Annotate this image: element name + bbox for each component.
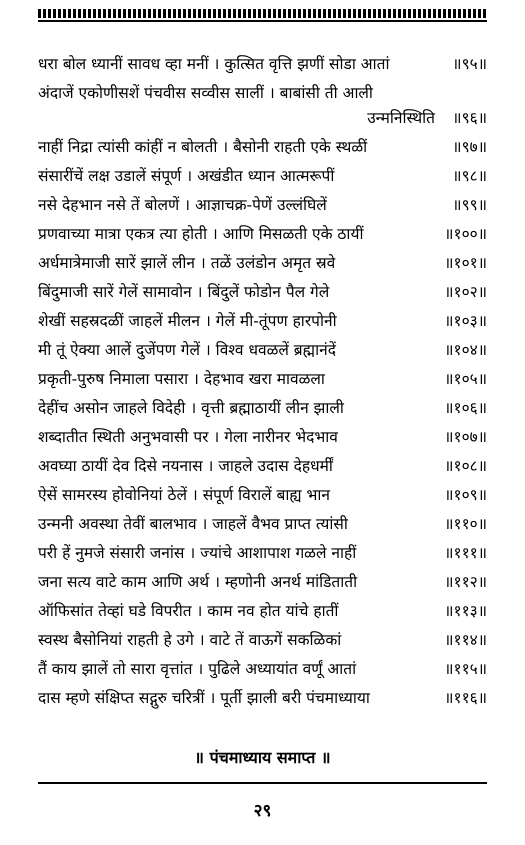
verse-number: ॥११४॥ [444, 631, 487, 649]
verse-text: शेखीं सहस्रदळीं जाहलें मीलन । गेलें मी-तूंपण हारपोनी [38, 312, 337, 330]
verse-number: ॥१०३॥ [444, 312, 487, 330]
verse-line [38, 655, 487, 684]
verse-list [38, 50, 487, 713]
verse-number: ॥११०॥ [444, 515, 487, 533]
verse-line [38, 597, 487, 626]
verse-number: ॥११२॥ [444, 573, 487, 591]
verse-line [38, 307, 487, 336]
verse-line [38, 452, 487, 481]
top-rule [38, 20, 487, 22]
verse-line [38, 423, 487, 452]
verse-text: बिंदुमाजी सारें गेलें सामावोन । बिंदुलें फोडोन पैल गेले [38, 283, 330, 301]
chapter-end-line: ॥ पंचमाध्याय समाप्त ॥ [194, 748, 331, 767]
verse-text: स्वस्थ बैसोनियां राहती हे उगे । वाटे तें वाऊगें सकळिकां [38, 631, 342, 649]
verse-text: अंदाजें एकोणीसशें पंचवीस सव्वीस सालीं । बाबांसी ती आली [38, 84, 373, 102]
verse-line [38, 249, 487, 278]
verse-text: ऐसें सामरस्य होवोनियां ठेलें । संपूर्ण विरालें बाह्य भान [38, 486, 331, 504]
verse-number: ॥१०८॥ [444, 457, 487, 475]
verse-line [38, 133, 487, 162]
verse-line [38, 191, 487, 220]
verse-line [38, 365, 487, 394]
verse-text: अवघ्या ठायीं देव दिसे नयनास । जाहले उदास देहधर्मीं [38, 457, 333, 475]
verse-number: ॥९६॥ [452, 109, 487, 127]
verse-line [38, 162, 487, 191]
top-decorative-border [38, 9, 487, 18]
verse-line [38, 510, 487, 539]
verse-text: शब्दातीत स्थिती अनुभवासी पर । गेला नारीनर भेदभाव [38, 428, 338, 446]
verse-line [38, 684, 487, 713]
verse-line [38, 220, 487, 249]
verse-text: नसे देहभान नसे तें बोलणें । आज्ञाचक्र-पेणें उल्लंघिलें [38, 196, 327, 214]
verse-text: परी हें नुमजे संसारी जनांस । ज्यांचे आशापाश गळले नाहीं [38, 544, 357, 562]
verse-line [38, 79, 487, 133]
verse-line [38, 568, 487, 597]
verse-number: ॥१०५॥ [444, 370, 487, 388]
verse-continuation: उन्मनिस्थिति [367, 109, 435, 127]
verse-number: ॥९७॥ [452, 138, 487, 156]
verse-number: ॥१००॥ [444, 225, 487, 243]
verse-text: तैं काय झालें तो सारा वृत्तांत । पुढिले अध्यायांत वर्णूं आतां [38, 660, 357, 678]
bottom-rule [38, 782, 487, 784]
verse-text: प्रणवाच्या मात्रा एकत्र त्या होती । आणि मिसळती एके ठायीं [38, 225, 364, 243]
verse-number: ॥१११॥ [444, 544, 487, 562]
verse-number: ॥१०२॥ [444, 283, 487, 301]
verse-number: ॥११६॥ [444, 689, 487, 707]
verse-line [38, 394, 487, 423]
verse-line [38, 278, 487, 307]
verse-text: प्रकृती-पुरुष निमाला पसारा । देहभाव खरा मावळला [38, 370, 325, 388]
verse-line [38, 539, 487, 568]
verse-line [38, 481, 487, 510]
verse-text: ऑफिसांत तेव्हां घडे विपरीत । काम नव होत यांचे हातीं [38, 602, 339, 620]
verse-number: ॥११३॥ [444, 602, 487, 620]
verse-number: ॥११५॥ [444, 660, 487, 678]
verse-number: ॥१०७॥ [444, 428, 487, 446]
verse-number: ॥९८॥ [452, 167, 487, 185]
page-number: २९ [253, 801, 272, 821]
verse-text: उन्मनी अवस्था तेवीं बालभाव । जाहलें वैभव प्राप्त त्यांसी [38, 515, 348, 533]
verse-number: ॥९९॥ [452, 196, 487, 214]
verse-number: ॥९५॥ [452, 55, 487, 73]
verse-text: धरा बोल ध्यानीं सावध व्हा मनीं । कुत्सित वृत्ति झणीं सोडा आतां [38, 55, 390, 73]
verse-number: ॥१०६॥ [444, 399, 487, 417]
verse-text: नाहीं निद्रा त्यांसी कांहीं न बोलती । बैसोनी राहती एके स्थळीं [38, 138, 368, 156]
verse-text: जना सत्य वाटे काम आणि अर्थ । म्हणोनी अनर्थ मांडिताती [38, 573, 358, 591]
verse-line [38, 50, 487, 79]
verse-text: मी तूं ऐक्या आलें दुजेंपण गेलें । विश्व धवळलें ब्रह्मानंदें [38, 341, 336, 359]
verse-number: ॥१०९॥ [444, 486, 487, 504]
verse-text: देहींच असोन जाहले विदेही । वृत्ती ब्रह्माठायीं लीन झाली [38, 399, 344, 417]
verse-number: ॥१०४॥ [444, 341, 487, 359]
verse-text: दास म्हणे संक्षिप्त सद्गुरु चरित्रीं । पूर्ती झाली बरी पंचमाध्याया [38, 689, 370, 707]
verse-line [38, 336, 487, 365]
verse-text: अर्धमात्रेमाजी सारें झालें लीन । तळें उलंडोन अमृत स्रवे [38, 254, 336, 272]
verse-number: ॥१०१॥ [444, 254, 487, 272]
verse-line [38, 626, 487, 655]
verse-text: संसारींचें लक्ष उडालें संपूर्ण । अखंडीत ध्यान आत्मरूपीं [38, 167, 335, 185]
